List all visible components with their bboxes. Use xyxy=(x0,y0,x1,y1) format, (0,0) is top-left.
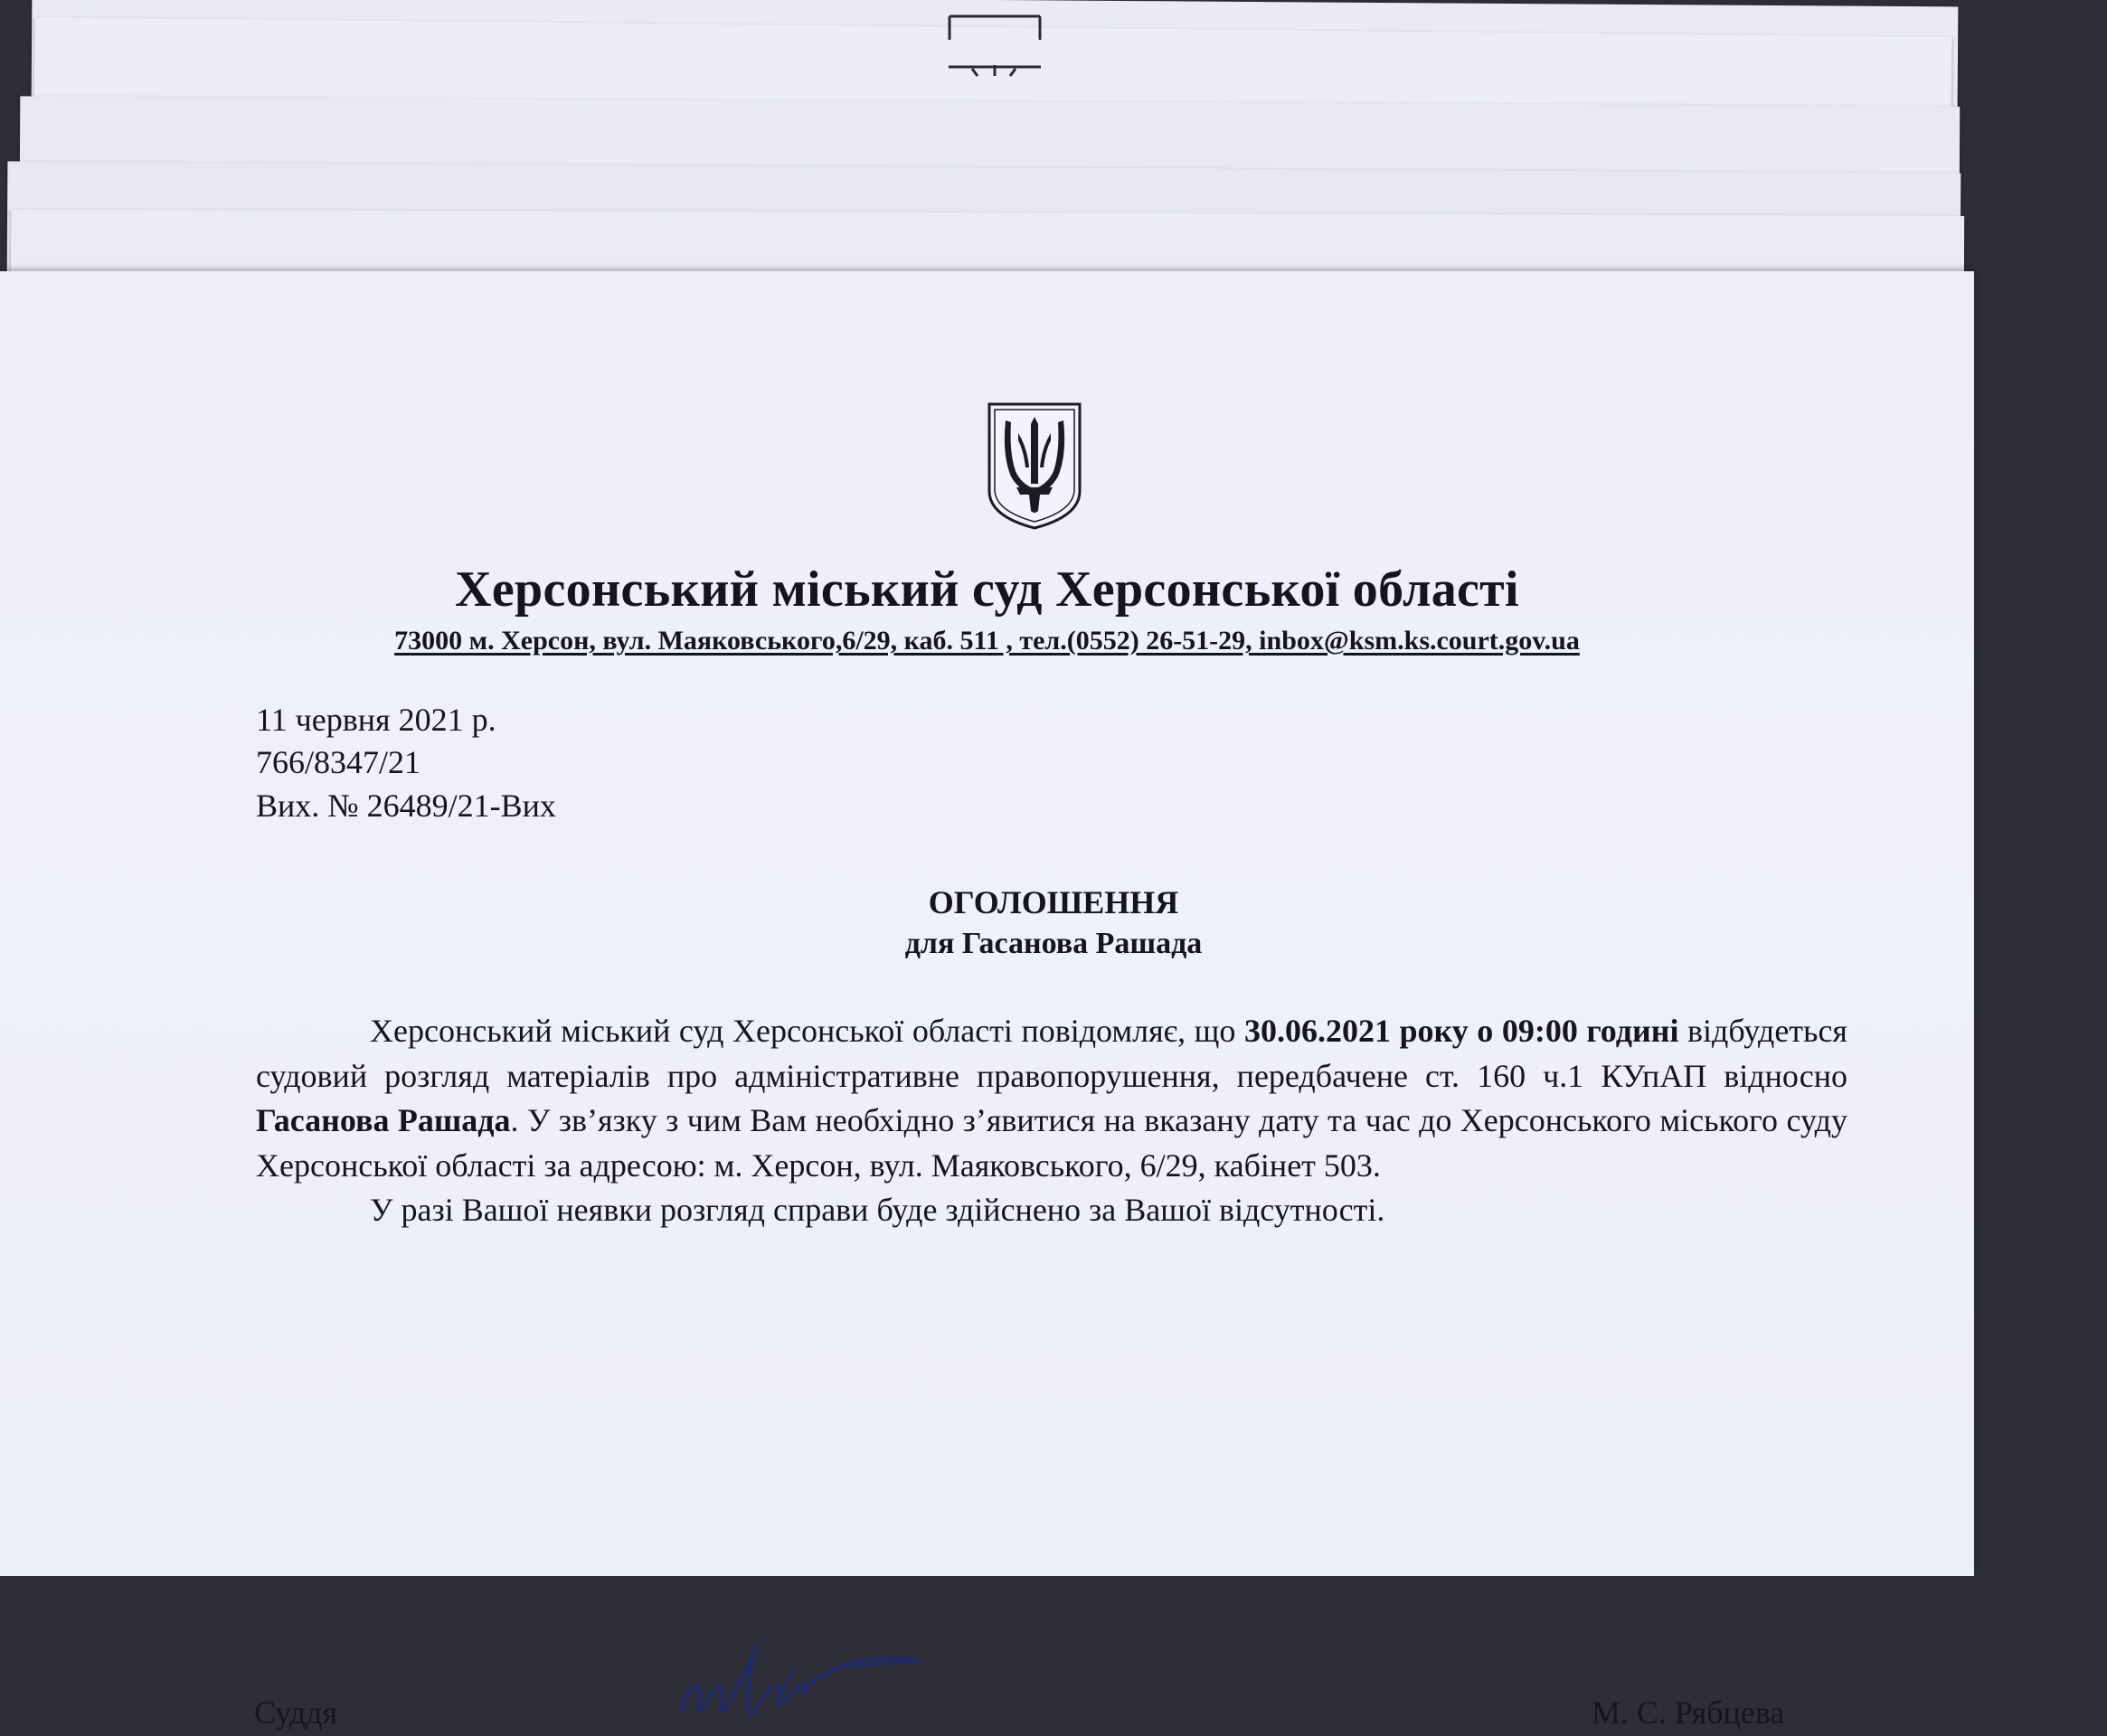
judge-role-label: Суддя xyxy=(254,1694,338,1731)
handwritten-signature xyxy=(674,1628,927,1736)
notice-addressee: для Гасанова Рашада xyxy=(904,927,1203,960)
paragraph-text: . У зв’язку з чим Вам необхідно з’явитися на вказану дату та час до Херсонського міського суду Херсонської області за адресою: м. Херсон, вул. Маяковського, 6/29, кабінет 503. xyxy=(256,1102,1847,1184)
notice-body xyxy=(256,1009,1847,1233)
outgoing-number: Вих. № 26489/21-Вих xyxy=(256,788,556,824)
trident-coat-of-arms-icon xyxy=(986,401,1083,532)
document-date: 11 червня 2021 р. xyxy=(256,702,496,738)
paragraph-text: Херсонський міський суд Херсонської області повідомляє, що xyxy=(370,1013,1244,1049)
notice-heading: ОГОЛОШЕННЯ xyxy=(928,884,1179,920)
background-crest-fragment-icon xyxy=(945,13,1044,76)
hearing-datetime: 30.06.2021 року о 09:00 годині xyxy=(1243,1013,1679,1049)
court-notice-sheet xyxy=(0,271,1974,1731)
notice-paragraph-2: У разі Вашої неявки розгляд справи буде здійснено за Вашої відсутності. xyxy=(370,1192,1385,1228)
paragraph-text: відбудеться судовий розгляд матеріалів про адміністративне правопорушення, передбачене ст. 160 ч.1 КУпАП відносно xyxy=(256,1013,1847,1094)
case-number: 766/8347/21 xyxy=(256,744,421,780)
addressee-name: Гасанова Рашада xyxy=(256,1102,511,1138)
notice-paragraph-1 xyxy=(256,1009,1847,1188)
court-name-heading: Херсонський міський суд Херсонської області xyxy=(455,561,1519,618)
judge-name: М. С. Рябцева xyxy=(1592,1694,1785,1731)
court-address-line: 73000 м. Херсон, вул. Маяковського,6/29, каб. 511 , тел.(0552) 26-51-29, inbox@ksm.ks.court.gov.ua xyxy=(394,626,1580,656)
